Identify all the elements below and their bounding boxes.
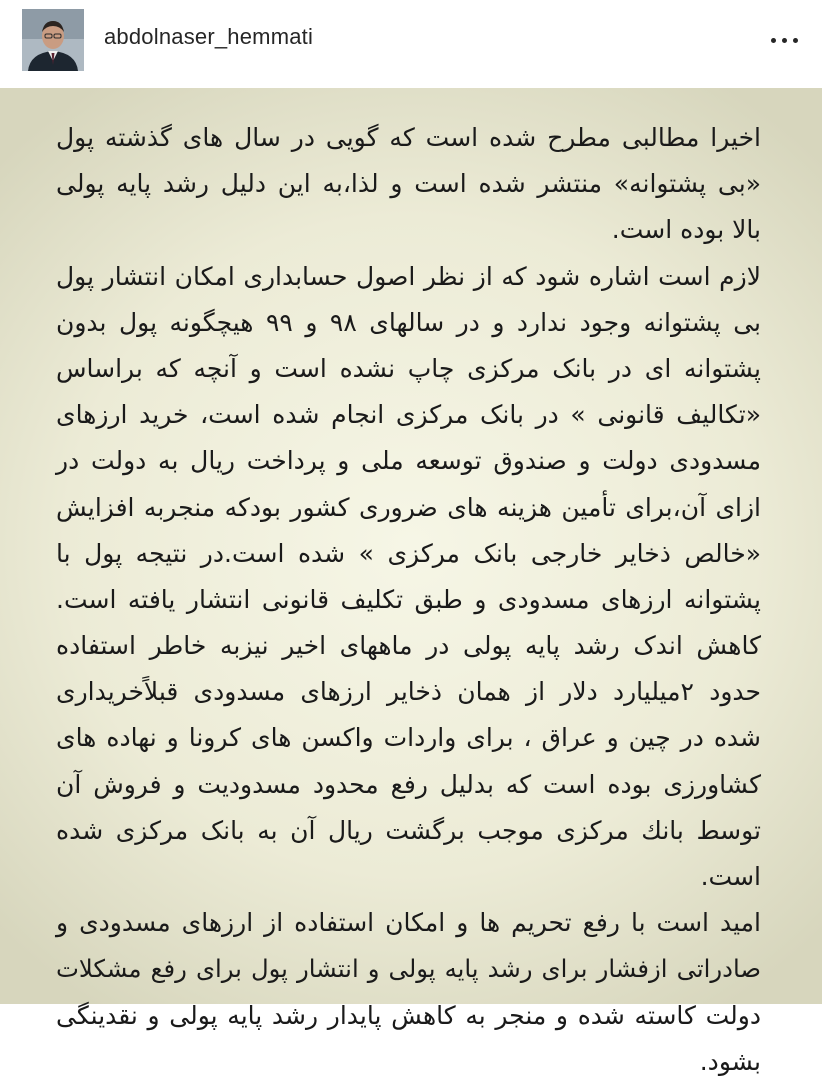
text-line: کاهش اندک رشد پایه پولی در ماههای اخیر نیزبه خاطر استفاده	[56, 631, 761, 661]
text-line: «خالص ذخایر خارجی بانک مرکزی » شده است.در نتیجه پول با	[56, 538, 761, 568]
text-line: پشتوانه ای در بانک مرکزی چاپ نشده است و آنچه که براساس	[56, 353, 761, 383]
text-line: امید است با رفع تحریم ها و امکان استفاده از ارزهای مسدودی و	[56, 908, 761, 938]
profile-photo-icon	[22, 9, 84, 71]
text-line: ازای آن،برای تأمین هزینه های ضروری کشور بودکه منجربه افزایش	[56, 492, 761, 522]
text-line: اخیرا مطالبی مطرح شده است که گویی در سال های گذشته پول	[56, 123, 761, 152]
text-line: بی پشتوانه وجود ندارد و در سالهای ۹۸ و ۹۹ هیچگونه پول بدون	[56, 307, 761, 337]
text-line: کشاورزی بوده است که بدلیل رفع محدود مسدودیت و فروش آن	[56, 769, 761, 799]
text-line: حدود ۲میلیارد دلار از همان ذخایر ارزهای مسدودی قبلاًخریداری	[56, 677, 761, 707]
post-image	[0, 88, 822, 1076]
text-line: پشتوانه ارزهای مسدودی و طبق تکلیف قانونی انتشار یافته است.	[56, 584, 761, 614]
text-line: مسدودی دولت و صندوق توسعه ملی و پرداخت ریال به دولت در	[56, 446, 761, 476]
text-line: «تکالیف قانونی » در بانک مرکزی انجام شده است، خرید ارزهای	[56, 400, 761, 430]
text-line: صادراتی ازفشار برای رشد پایه پولی و انتشار پول برای رفع مشکلات	[56, 954, 761, 984]
text-line: شده در چین و عراق ، برای واردات واکسن های کرونا و نهاده های	[56, 723, 761, 753]
text-line: لازم است اشاره شود که از نظر اصول حسابداری امکان انتشار پول	[56, 261, 761, 291]
post-header	[0, 0, 822, 88]
text-line: توسط بانك مرکزی موجب برگشت ریال آن به بانک مرکزی شده	[56, 815, 761, 845]
text-line: است.	[700, 862, 761, 891]
text-line: بالا بوده است.	[611, 215, 761, 245]
username[interactable]: abdolnaser_hemmati	[104, 24, 314, 49]
text-line: دولت کاسته شده و منجر به کاهش پایدار رشد پایه پولی و نقدینگی	[56, 1000, 761, 1030]
more-options-button[interactable]	[764, 24, 804, 56]
text-line: «بی پشتوانه» منتشر شده است و لذا،به این دلیل رشد پایه پولی	[56, 169, 761, 199]
post-text-block	[56, 115, 761, 1076]
more-dot-icon	[793, 38, 798, 43]
avatar[interactable]	[22, 9, 84, 71]
text-line: بشود.	[699, 1046, 761, 1076]
more-dot-icon	[782, 38, 787, 43]
more-dot-icon	[771, 38, 776, 43]
